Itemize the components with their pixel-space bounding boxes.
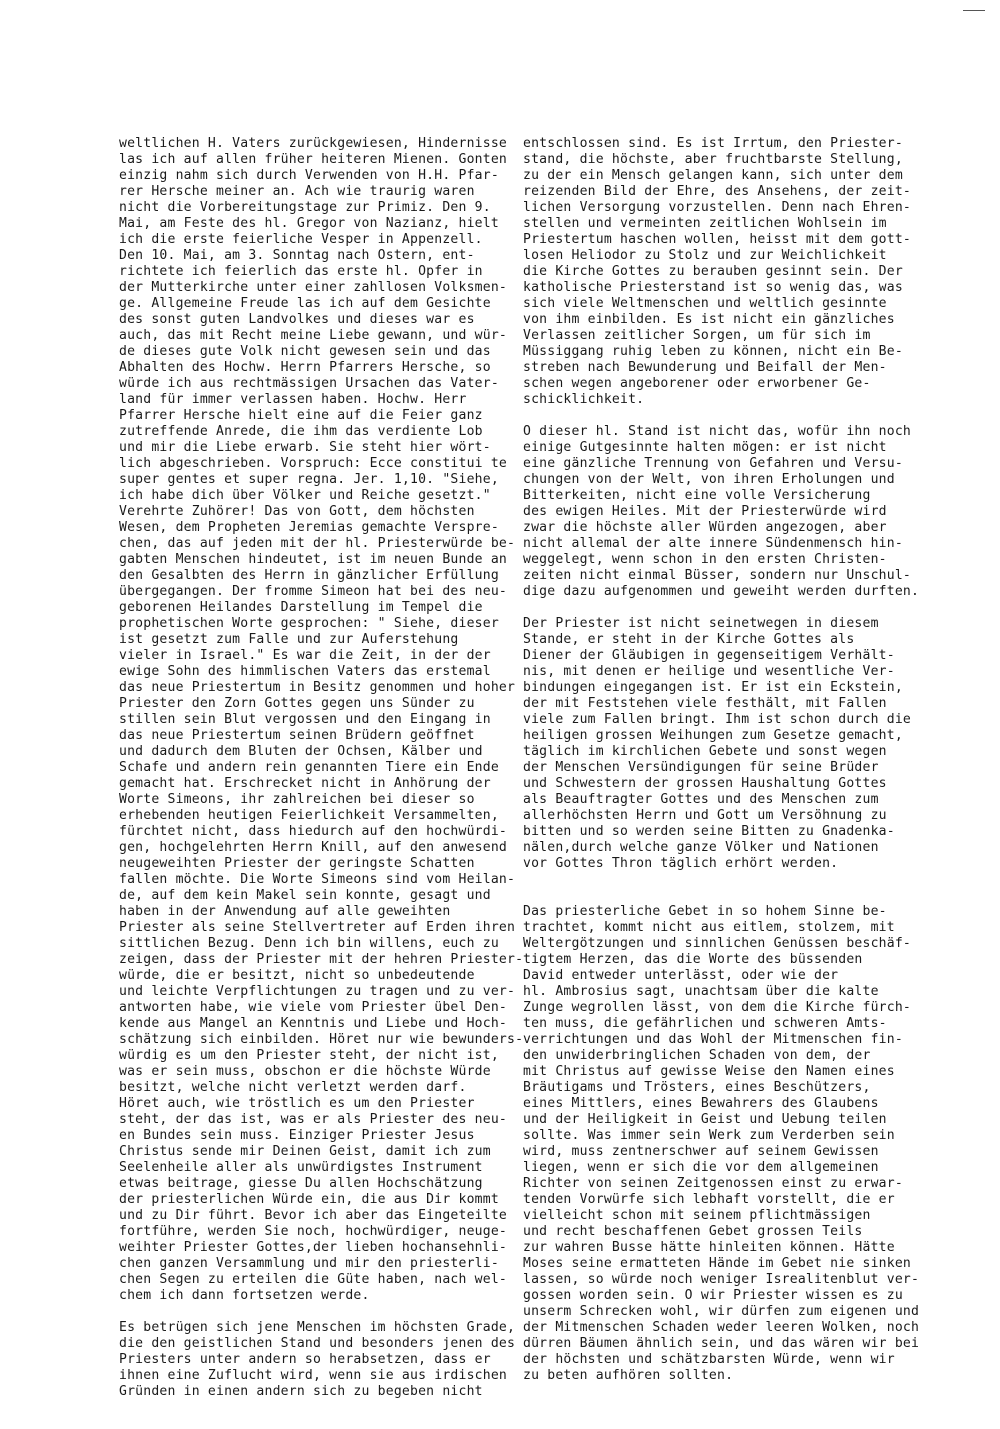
text-line: eines Mittlers, eines Bewahrers des Glaubens (523, 1096, 879, 1111)
text-line: nis, mit denen er heilige und wesentliche Ver- (523, 664, 895, 679)
text-line: de dieses gute Volk nicht gewesen sein und das (119, 344, 491, 359)
text-line: gossen worden sein. O wir Priester wissen es zu (523, 1288, 903, 1303)
text-line: zeigen, dass der Priester mit der hehren Priester- (119, 952, 524, 967)
text-line: stillen sein Blut vergossen und den Eingang in (119, 712, 491, 727)
paragraph (523, 904, 923, 1384)
text-line: ge. Allgemeine Freude las ich auf dem Gesichte (119, 296, 491, 311)
text-line: weltlichen H. Vaters zurückgewiesen, Hindernisse (119, 136, 507, 151)
text-line: O dieser hl. Stand ist nicht das, wofür ihn noch (523, 424, 911, 439)
text-line: neugeweihten Priester der geringste Schatten (119, 856, 475, 871)
text-line: lichen Versorgung vorzustellen. Denn nach Ehren- (523, 200, 911, 215)
text-line: sich viele Weltmenschen und weltlich gesinnte (523, 296, 887, 311)
paragraph (119, 1320, 516, 1400)
text-line: und zu Dir führt. Bevor ich aber das Eingeteilte (119, 1208, 507, 1223)
text-line: weihter Priester Gottes,der lieben hochansehnli- (119, 1240, 507, 1255)
text-line: Bitterkeiten, nicht eine volle Versicherung (523, 488, 871, 503)
text-line: übergegangen. Der fromme Simeon hat bei des neu- (119, 584, 507, 599)
text-line: und mir die Liebe erwarb. Sie steht hier wört- (119, 440, 491, 455)
text-line: sollte. Was immer sein Werk zum Verderben sein (523, 1128, 895, 1143)
text-line: ten muss, die gefährlichen und schweren Amts- (523, 1016, 887, 1031)
text-line: dige dazu aufgenommen und geweiht werden durften. (523, 584, 920, 599)
text-line: der Mutterkirche unter einer zahllosen Volksmen- (119, 280, 507, 295)
text-line: der mit Feststehen viele festhält, mit Fallen (523, 696, 887, 711)
text-line: Seelenheile aller als unwürdigstes Instrument (119, 1160, 483, 1175)
text-line: Priester als seine Stellvertreter auf Erden ihren (119, 920, 516, 935)
text-line: hl. Ambrosius sagt, unachtsam über die kalte (523, 984, 879, 999)
text-line: liegen, wenn er sich die vor dem allgemeinen (523, 1160, 879, 1175)
text-line: mit Christus auf gewisse Weise den Namen eines (523, 1064, 895, 1079)
text-line: Weltergötzungen und sinnlichen Genüssen beschäf- (523, 936, 911, 951)
text-line: dürren Bäumen ähnlich sein, und das wären wir bei (523, 1336, 920, 1351)
text-line: chem ich dann fortsetzen werde. (119, 1288, 370, 1303)
text-line: unserm Schrecken wohl, wir dürfen zum eigenen und (523, 1304, 920, 1319)
text-line: von ihm einbilden. Es ist nicht ein gänzliches (523, 312, 895, 327)
text-line: bindungen eingegangen ist. Er ist ein Eckstein, (523, 680, 903, 695)
text-line: und der Heiligkeit in Geist und Uebung teilen (523, 1112, 887, 1127)
text-line: bitten und so werden seine Bitten zu Gnadenka- (523, 824, 895, 839)
text-line: den unwiderbringlichen Schaden von dem, der (523, 1048, 871, 1063)
text-line: reizenden Bild der Ehre, des Ansehens, der zeit- (523, 184, 911, 199)
text-line: gemacht hat. Erschrecket nicht in Anhörung der (119, 776, 491, 791)
text-line: Priestertum haschen wollen, heisst mit dem gott- (523, 232, 911, 247)
text-line: zu der ein Mensch gelangen kann, sich unter dem (523, 168, 903, 183)
text-line: verrichtungen und das Wohl der Mitmenschen fin- (523, 1032, 903, 1047)
text-line: auch, das mit Recht meine Liebe gewann, und wür- (119, 328, 507, 343)
text-line: schätzung sich einbilden. Höret nur wie bewunders- (119, 1032, 524, 1047)
text-line: Gründen in einen andern sich zu begeben nicht (119, 1384, 483, 1399)
text-line: erhebenden heutigen Feierlichkeit Versammelten, (119, 808, 499, 823)
text-line: und Schwestern der grossen Haushaltung Gottes (523, 776, 887, 791)
text-line: vor Gottes Thron täglich erhört werden. (523, 856, 839, 871)
text-line: Schafe und andern rein genannten Tiere ein Ende (119, 760, 499, 775)
text-line: Abhalten des Hochw. Herrn Pfarrers Hersche, so (119, 360, 491, 375)
text-line: der priesterlichen Würde ein, die aus Dir kommt (119, 1192, 499, 1207)
text-line: nicht die Vorbereitungstage zur Primiz. Den 9. (119, 200, 491, 215)
text-line: chen Segen zu erteilen die Güte haben, nach wel- (119, 1272, 507, 1287)
text-line: was er sein muss, obschon er die höchste Würde (119, 1064, 491, 1079)
text-line: und recht beschaffenen Gebet grossen Teils (523, 1224, 863, 1239)
text-line: Der Priester ist nicht seinetwegen in diesem (523, 616, 879, 631)
text-line: viele zum Fallen bringt. Ihm ist schon durch die (523, 712, 911, 727)
text-line: und leichte Verpflichtungen zu tragen und zu ver- (119, 984, 516, 999)
text-line: David entweder unterlässt, oder wie der (523, 968, 839, 983)
text-line: richtete ich feierlich das erste hl. Opfer in (119, 264, 483, 279)
text-line: Christus sende mir Deinen Geist, damit ich zum (119, 1144, 491, 1159)
text-line: Müssiggang ruhig leben zu können, nicht ein Be- (523, 344, 903, 359)
text-line: en Bundes sein muss. Einziger Priester Jesus (119, 1128, 475, 1143)
text-line: chen, das auf jeden mit der hl. Priesterwürde be- (119, 536, 516, 551)
text-line: antworten habe, wie viele vom Priester übel Den- (119, 1000, 507, 1015)
text-line: Höret auch, wie tröstlich es um den Priester (119, 1096, 475, 1111)
text-line: nicht allemal der alte innere Sündenmensch hin- (523, 536, 903, 551)
text-line: ich die erste feierliche Vesper in Appenzell. (119, 232, 483, 247)
text-line: der höchsten und schätzbarsten Würde, wenn wir (523, 1352, 895, 1367)
text-line: fortführe, werden Sie noch, hochwürdiger, neuge- (119, 1224, 507, 1239)
text-line: des ewigen Heiles. Mit der Priesterwürde wird (523, 504, 887, 519)
text-line: haben in der Anwendung auf alle geweihten (119, 904, 451, 919)
text-line: super gentes et super regna. Jer. 1,10. "Siehe, (119, 472, 499, 487)
text-line: der Mitmenschen Schaden weder leeren Wolken, noch (523, 1320, 920, 1335)
text-line: vielleicht schon mit seinem pflichtmässigen (523, 1208, 871, 1223)
text-line: zur wahren Busse hätte hinleiten können. Hätte (523, 1240, 895, 1255)
right-text-column (523, 136, 923, 1384)
text-line: Priesters unter andern so herabsetzen, dass er (119, 1352, 491, 1367)
text-line: vieler in Israel." Es war die Zeit, in der der (119, 648, 491, 663)
text-line: Es betrügen sich jene Menschen im höchsten Grade, (119, 1320, 516, 1335)
text-line: Moses seine ermatteten Hände im Gebet nie sinken (523, 1256, 911, 1271)
text-line: Verlassen zeitlicher Sorgen, um für sich im (523, 328, 871, 343)
text-line: heiligen grossen Weihungen zum Gesetze gemacht, (523, 728, 903, 743)
scan-corner-mark (963, 10, 985, 11)
text-line: Verehrte Zuhörer! Das von Gott, dem höchsten (119, 504, 475, 519)
text-line: tenden Vorwürfe sich lebhaft vorstellt, die er (523, 1192, 895, 1207)
text-line: die den geistlichen Stand und besonders jenen des (119, 1336, 516, 1351)
text-line: Worte Simeons, ihr zahlreichen bei dieser so (119, 792, 475, 807)
text-line: kende aus Mangel an Kenntnis und Liebe und Hoch- (119, 1016, 507, 1031)
text-line: als Beauftragter Gottes und des Menschen zum (523, 792, 879, 807)
text-line: ich habe dich über Völker und Reiche gesetzt." (119, 488, 491, 503)
text-line: zeiten nicht einmal Büsser, sondern nur Unschul- (523, 568, 911, 583)
text-line: fallen möchte. Die Worte Simeons sind vom Heilan- (119, 872, 516, 887)
text-line: würde ich aus rechtmässigen Ursachen das Vater- (119, 376, 499, 391)
text-line: streben nach Bewunderung und Beifall der Men- (523, 360, 887, 375)
text-line: lich abgeschrieben. Vorspruch: Ecce constitui te (119, 456, 507, 471)
text-line: stand, die höchste, aber fruchtbarste Stellung, (523, 152, 903, 167)
text-line: würdig es um den Priester steht, der nicht ist, (119, 1048, 499, 1063)
text-line: fürchtet nicht, dass hiedurch auf den hochwürdi- (119, 824, 507, 839)
text-line: las ich auf allen früher heiteren Mienen. Gonten (119, 152, 507, 167)
text-line: eine gänzliche Trennung von Gefahren und Versu- (523, 456, 903, 471)
text-line: ist gesetzt zum Falle und zur Auferstehung (119, 632, 459, 647)
text-line: katholische Priesterstand ist so wenig das, was (523, 280, 903, 295)
text-line: chungen von der Welt, von ihren Erholungen und (523, 472, 895, 487)
text-line: und dadurch dem Bluten der Ochsen, Kälber und (119, 744, 483, 759)
text-line: chen ganzen Versammlung und mir den priesterli- (119, 1256, 499, 1271)
paragraph (523, 424, 923, 600)
paragraph (523, 616, 923, 872)
text-line: zwar die höchste aller Würden angezogen, aber (523, 520, 887, 535)
text-line: sittlichen Bezug. Denn ich bin willens, euch zu (119, 936, 499, 951)
text-line: rer Hersche meiner an. Ach wie traurig waren (119, 184, 475, 199)
text-line: würde, die er besitzt, nicht so unbedeutende (119, 968, 475, 983)
text-line: etwas beitrage, giesse Du allen Hochschätzung (119, 1176, 483, 1191)
text-line: ihnen eine Zuflucht wird, wenn sie aus irdischen (119, 1368, 507, 1383)
text-line: zu beten aufhören sollten. (523, 1368, 734, 1383)
text-line: tigtem Herzen, das die Worte des büssenden (523, 952, 863, 967)
text-line: trachtet, kommt nicht aus eitlem, stolzem, mit (523, 920, 895, 935)
text-line: Richter von seinen Zeitgenossen einst zu erwar- (523, 1176, 903, 1191)
text-line: wird, muss zentnerschwer auf seinem Gewissen (523, 1144, 879, 1159)
text-line: Den 10. Mai, am 3. Sonntag nach Ostern, ent- (119, 248, 475, 263)
text-line: entschlossen sind. Es ist Irrtum, den Priester- (523, 136, 903, 151)
text-line: losen Heliodor zu Stolz und zur Weichlichkeit (523, 248, 887, 263)
text-line: das neue Priestertum in Besitz genommen und hoher (119, 680, 516, 695)
text-line: gabten Menschen hindeutet, ist im neuen Bunde an (119, 552, 507, 567)
text-line: prophetischen Worte gesprochen: " Siehe, dieser (119, 616, 499, 631)
text-line: allerhöchsten Herrn und Gott um Versöhnung zu (523, 808, 887, 823)
text-line: Priester den Zorn Gottes gegen uns Sünder zu (119, 696, 475, 711)
paragraph (119, 136, 524, 1304)
text-line: Das priesterliche Gebet in so hohem Sinne be- (523, 904, 887, 919)
text-line: besitzt, welche nicht verletzt werden darf. (119, 1080, 467, 1095)
text-line: Pfarrer Hersche hielt eine auf die Feier ganz (119, 408, 483, 423)
text-line: nälen,durch welche ganze Völker und Nationen (523, 840, 879, 855)
text-line: schicklichkeit. (523, 392, 645, 407)
text-line: einige Gutgesinnte halten mögen: er ist nicht (523, 440, 887, 455)
text-line: weggelegt, wenn schon in den ersten Christen- (523, 552, 887, 567)
text-line: des sonst guten Landvolkes und dieses war es (119, 312, 475, 327)
text-line: täglich im kirchlichen Gebete und sonst wegen (523, 744, 887, 759)
text-line: das neue Priestertum seinen Brüdern geöffnet (119, 728, 475, 743)
text-line: gen, hochgelehrten Herrn Knill, auf den anwesend (119, 840, 507, 855)
text-line: schen wegen angeborener oder erworbener Ge- (523, 376, 871, 391)
text-line: lassen, so würde noch weniger Isrealitenblut ver- (523, 1272, 920, 1287)
text-line: Diener der Gläubigen in gegenseitigem Verhält- (523, 648, 895, 663)
text-line: geborenen Heilandes Darstellung im Tempel die (119, 600, 483, 615)
text-line: die Kirche Gottes zu berauben gesinnt sein. Der (523, 264, 903, 279)
text-line: de, auf dem kein Makel sein konnte, gesagt und (119, 888, 491, 903)
text-line: zutreffende Anrede, die ihm das verdiente Lob (119, 424, 483, 439)
text-line: Zunge wegrollen lässt, von dem die Kirche fürch- (523, 1000, 911, 1015)
text-line: den Gesalbten des Herrn in gänzlicher Erfüllung (119, 568, 499, 583)
text-line: Wesen, dem Propheten Jeremias gemachte Verspre- (119, 520, 499, 535)
text-line: steht, der das ist, was er als Priester des neu- (119, 1112, 507, 1127)
text-line: land für immer verlassen haben. Hochw. Herr (119, 392, 467, 407)
text-line: stellen und vermeinten zeitlichen Wohlsein im (523, 216, 887, 231)
text-line: Stande, er steht in der Kirche Gottes als (523, 632, 855, 647)
left-text-column (119, 136, 524, 1400)
text-line: ewige Sohn des himmlischen Vaters das erstemal (119, 664, 491, 679)
text-line: Mai, am Feste des hl. Gregor von Nazianz, hielt (119, 216, 499, 231)
paragraph (523, 136, 923, 408)
text-line: einzig nahm sich durch Verwenden von H.H. Pfar- (119, 168, 499, 183)
text-line: der Menschen Versündigungen für seine Brüder (523, 760, 879, 775)
text-line: Bräutigams und Trösters, eines Beschützers, (523, 1080, 871, 1095)
